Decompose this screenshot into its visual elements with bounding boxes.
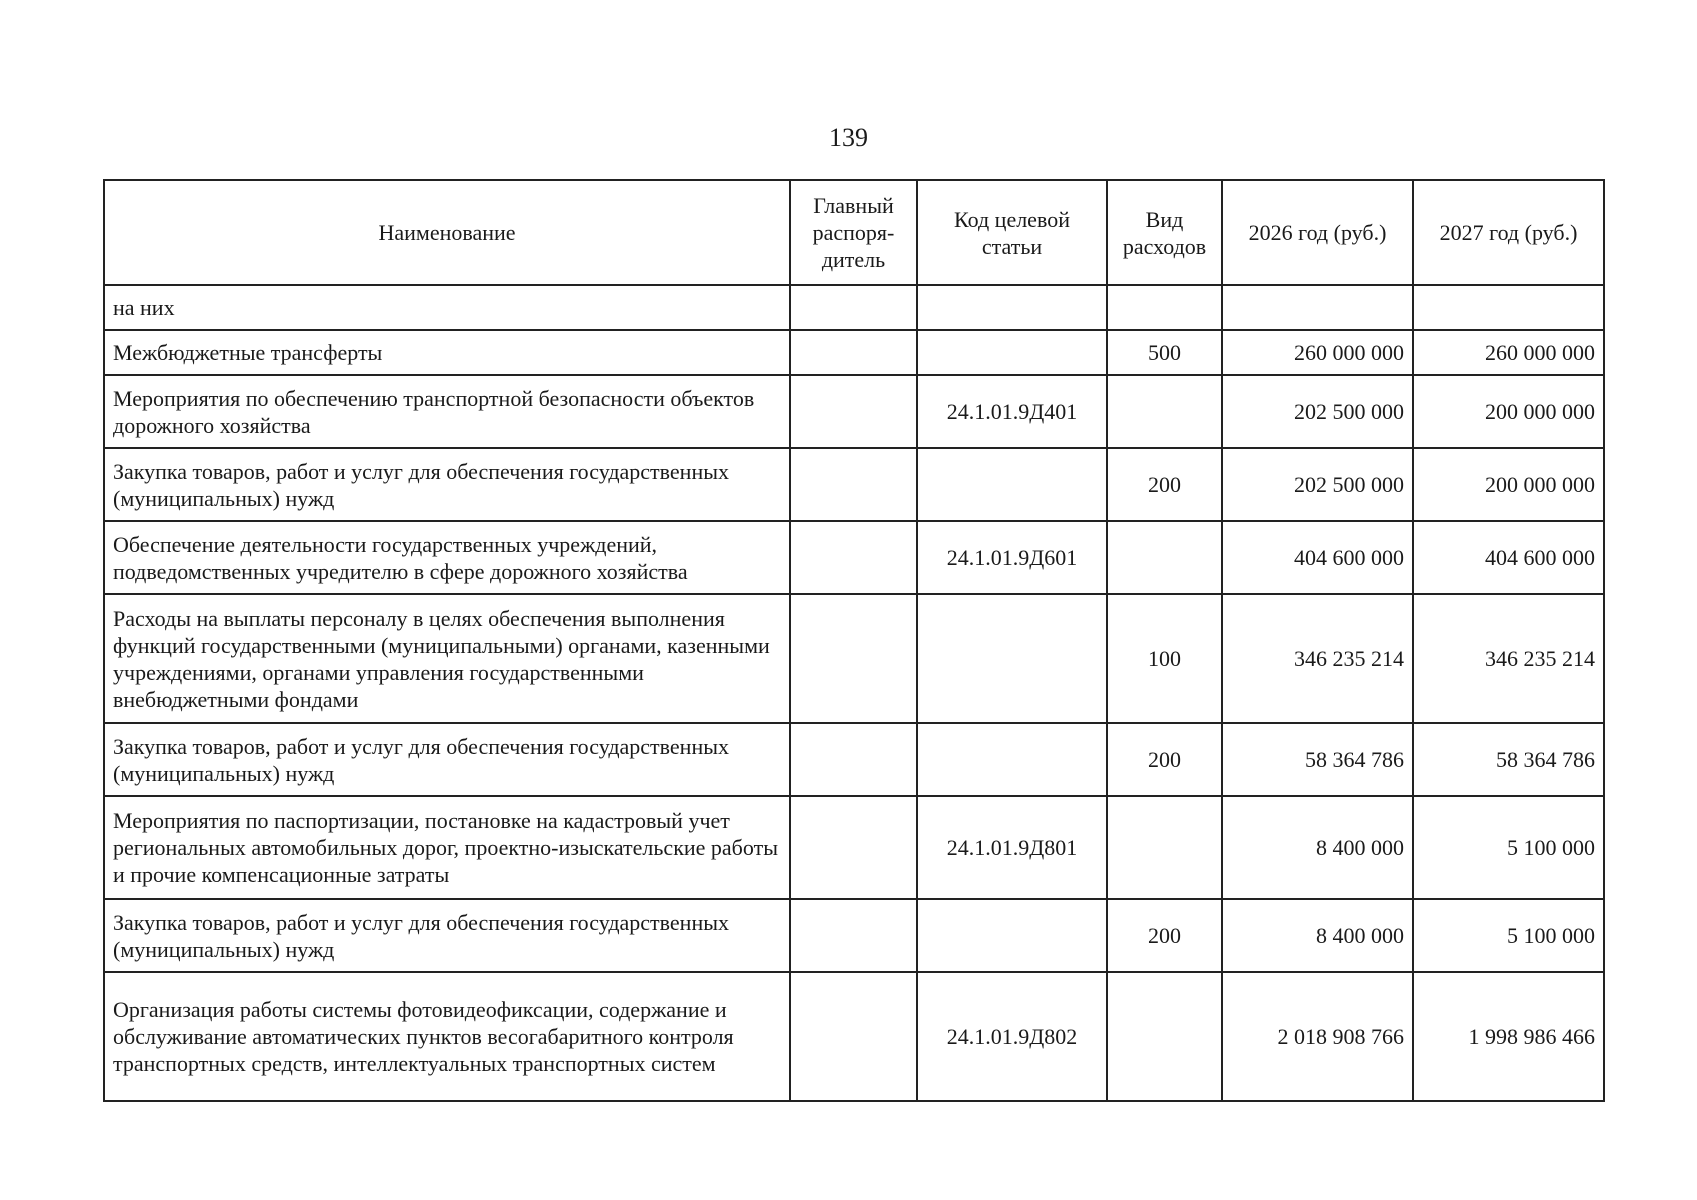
- cell-code: 24.1.01.9Д601: [917, 521, 1107, 594]
- cell-y2027: 5 100 000: [1413, 796, 1604, 899]
- cell-y2027: [1413, 285, 1604, 330]
- cell-kind: 200: [1107, 448, 1222, 521]
- header-kind: Вид расходов: [1107, 180, 1222, 285]
- cell-name: на них: [104, 285, 790, 330]
- cell-name: Закупка товаров, работ и услуг для обеспечения государственных (муниципальных) нужд: [104, 899, 790, 972]
- cell-kind: 200: [1107, 899, 1222, 972]
- cell-y2027: 346 235 214: [1413, 594, 1604, 723]
- table-row: [104, 723, 1604, 796]
- cell-kind: 500: [1107, 330, 1222, 375]
- cell-code: [917, 448, 1107, 521]
- cell-name: Мероприятия по обеспечению транспортной безопасности объектов дорожного хозяйства: [104, 375, 790, 448]
- cell-y2027: 404 600 000: [1413, 521, 1604, 594]
- page-number: 139: [829, 123, 868, 152]
- table-row: [104, 972, 1604, 1101]
- cell-name: Межбюджетные трансферты: [104, 330, 790, 375]
- budget-table: [103, 179, 1605, 1102]
- cell-grbs: [790, 375, 917, 448]
- cell-y2026: 346 235 214: [1222, 594, 1413, 723]
- cell-y2027: 1 998 986 466: [1413, 972, 1604, 1101]
- header-name: Наименование: [104, 180, 790, 285]
- cell-y2026: 8 400 000: [1222, 899, 1413, 972]
- cell-kind: [1107, 375, 1222, 448]
- cell-y2026: 260 000 000: [1222, 330, 1413, 375]
- cell-y2026: 202 500 000: [1222, 375, 1413, 448]
- table-row: [104, 285, 1604, 330]
- cell-y2027: 260 000 000: [1413, 330, 1604, 375]
- table-row: [104, 330, 1604, 375]
- cell-grbs: [790, 521, 917, 594]
- cell-code: [917, 723, 1107, 796]
- table-row: [104, 375, 1604, 448]
- cell-name: Организация работы системы фотовидеофиксации, содержание и обслуживание автоматических пунктов весогабаритного контроля транспортных средств, интеллектуальных транспортных систем: [104, 972, 790, 1101]
- cell-grbs: [790, 330, 917, 375]
- cell-y2026: 58 364 786: [1222, 723, 1413, 796]
- cell-name: Расходы на выплаты персоналу в целях обеспечения выполнения функций государственными (муниципальными) органами, казенными учреждениями, органами управления государственными внебюджетными фондами: [104, 594, 790, 723]
- cell-y2026: [1222, 285, 1413, 330]
- cell-code: [917, 330, 1107, 375]
- cell-kind: [1107, 521, 1222, 594]
- cell-kind: [1107, 285, 1222, 330]
- cell-y2026: 202 500 000: [1222, 448, 1413, 521]
- table-row: [104, 796, 1604, 899]
- cell-y2027: 200 000 000: [1413, 375, 1604, 448]
- cell-kind: 100: [1107, 594, 1222, 723]
- header-code: Код целевой статьи: [917, 180, 1107, 285]
- cell-kind: [1107, 796, 1222, 899]
- cell-code: 24.1.01.9Д801: [917, 796, 1107, 899]
- table-row: [104, 594, 1604, 723]
- table-row: [104, 521, 1604, 594]
- cell-y2026: 2 018 908 766: [1222, 972, 1413, 1101]
- cell-y2027: 5 100 000: [1413, 899, 1604, 972]
- table-header-row: [104, 180, 1604, 285]
- cell-grbs: [790, 796, 917, 899]
- cell-grbs: [790, 285, 917, 330]
- header-y2026: 2026 год (руб.): [1222, 180, 1413, 285]
- cell-code: 24.1.01.9Д802: [917, 972, 1107, 1101]
- table-row: [104, 448, 1604, 521]
- cell-name: Закупка товаров, работ и услуг для обеспечения государственных (муниципальных) нужд: [104, 448, 790, 521]
- cell-kind: 200: [1107, 723, 1222, 796]
- cell-code: [917, 899, 1107, 972]
- cell-y2027: 58 364 786: [1413, 723, 1604, 796]
- cell-grbs: [790, 594, 917, 723]
- cell-code: [917, 594, 1107, 723]
- cell-name: Мероприятия по паспортизации, постановке на кадастровый учет региональных автомобильных дорог, проектно-изыскательские работы и прочие компенсационные затраты: [104, 796, 790, 899]
- cell-name: Обеспечение деятельности государственных учреждений, подведомственных учредителю в сфере дорожного хозяйства: [104, 521, 790, 594]
- cell-code: [917, 285, 1107, 330]
- header-grbs: Главный распоря-дитель: [790, 180, 917, 285]
- cell-name: Закупка товаров, работ и услуг для обеспечения государственных (муниципальных) нужд: [104, 723, 790, 796]
- cell-kind: [1107, 972, 1222, 1101]
- cell-y2027: 200 000 000: [1413, 448, 1604, 521]
- cell-grbs: [790, 972, 917, 1101]
- cell-code: 24.1.01.9Д401: [917, 375, 1107, 448]
- cell-y2026: 8 400 000: [1222, 796, 1413, 899]
- cell-y2026: 404 600 000: [1222, 521, 1413, 594]
- header-y2027: 2027 год (руб.): [1413, 180, 1604, 285]
- cell-grbs: [790, 899, 917, 972]
- cell-grbs: [790, 723, 917, 796]
- cell-grbs: [790, 448, 917, 521]
- table-body: [104, 285, 1604, 1101]
- table-row: [104, 899, 1604, 972]
